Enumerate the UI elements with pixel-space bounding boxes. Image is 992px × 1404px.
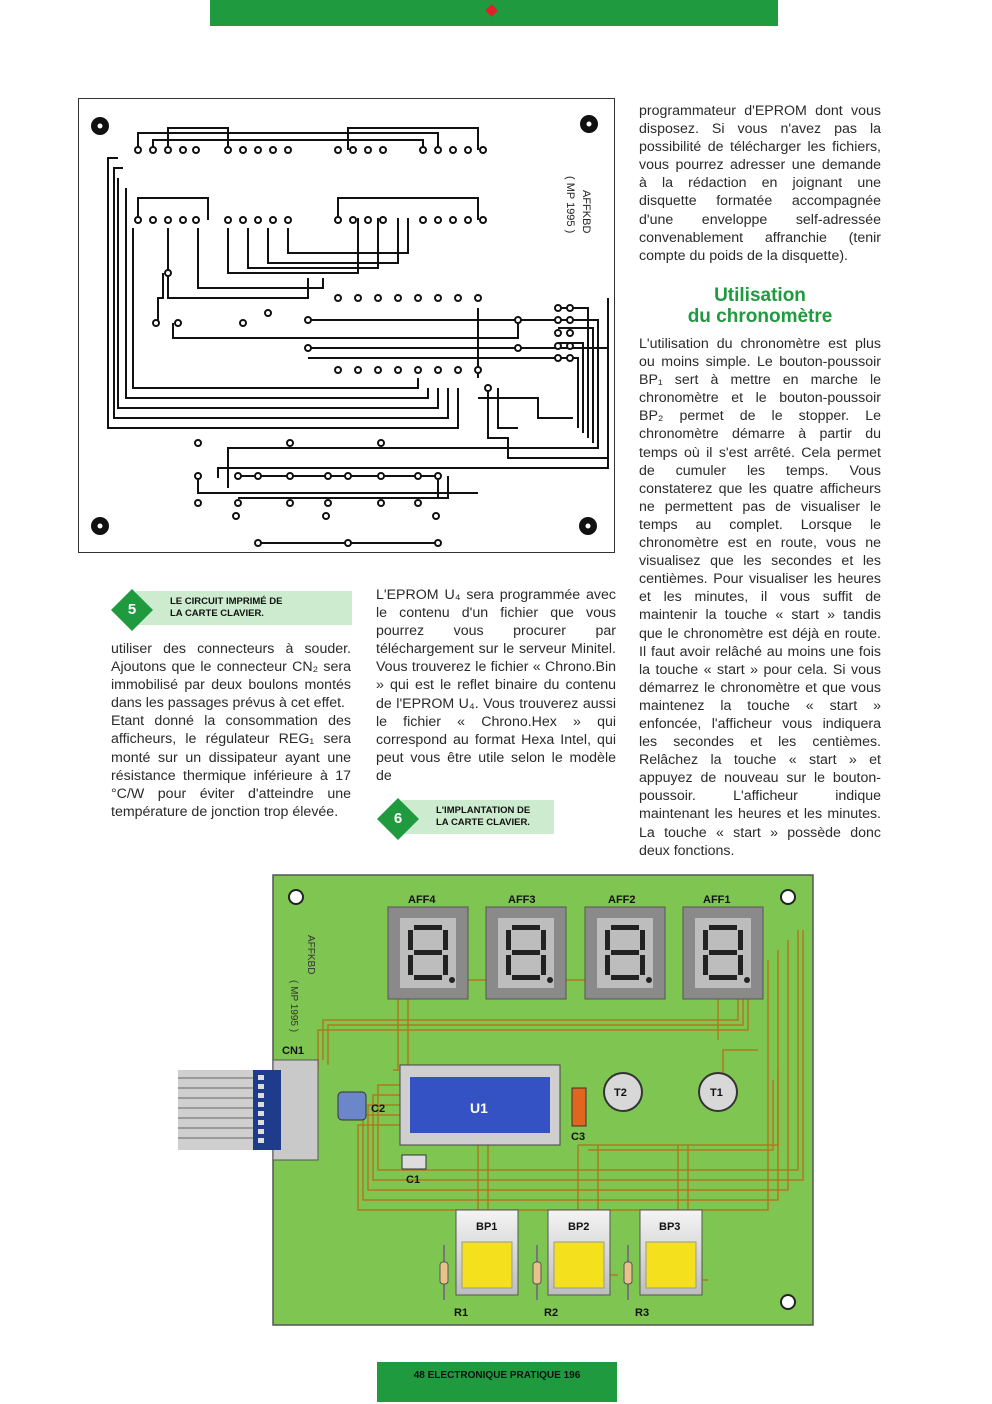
column-middle	[376, 586, 616, 785]
paragraph: Etant donné la consommation des afficheurs, le régulateur REG₁ sera monté sur un dissipateur ayant une résistance thermique inférieure à 17 °C/W pour éviter d'atteindre une température de jonction trop élevée.	[111, 713, 351, 820]
svg-text:AFF3: AFF3	[508, 894, 536, 906]
paragraph: L'EPROM U₄ sera programmée avec le contenu d'un fichier que vous pourrez vous procurer par téléchargement sur le serveur Minitel. Vous trouverez le fichier « Chrono.Bin » qui est le reflet binaire du contenu de l'EPROM U₄. Vous trouverez aussi le fichier « Chrono.Hex » qui correspond au format Hexa Intel, qui peut vous être utile selon le modèle de	[376, 587, 616, 784]
column-right-bottom	[639, 335, 881, 860]
button-bp1	[456, 1210, 518, 1295]
transistor-t2	[604, 1073, 642, 1111]
svg-text:U1: U1	[470, 1100, 488, 1116]
svg-text:C2: C2	[371, 1103, 386, 1115]
board-figure	[178, 870, 820, 1330]
display-aff2	[585, 907, 665, 999]
display-aff4	[388, 907, 468, 999]
caption-6: 6 L'IMPLANTATION DE LA CARTE CLAVIER.	[376, 800, 554, 838]
paragraph: L'utilisation du chronomètre est plus ou moins simple. Le bouton-poussoir BP₁ sert à mettre en marche le chronomètre et le bouton-poussoir BP₂ permet de le stopper. Le chronomètre démarre à partir du temps où il s'est arrêté. Cela permet de cumuler les temps. Vous constaterez que les quatre afficheurs ne permettent pas de visualiser le temps au complet. Lorsque le chronomètre est en route, vous ne visualisez que les secondes et les centièmes. Pour visualiser les heures et les minutes, il vous suffit de maintenir la touche « start » tandis que le chronomètre est déjà en route. Il faut avoir relâché au moins une fois la touche « start » pour cela. Si vous démarrez le chronomètre et que vous maintenez la touche « start » enfoncée, l'afficheur vous indiquera les secondes et les centièmes. Relâchez la touche « start » et appuyez de nouveau sur le bouton-poussoir. L'afficheur indique maintenant les heures et les minutes. La touche « start » possède donc deux fonctions.	[639, 336, 881, 859]
display-aff3	[486, 907, 566, 999]
column-left	[111, 640, 351, 821]
svg-text:R2: R2	[544, 1307, 559, 1319]
connector-cn1	[253, 1045, 318, 1160]
page-footer: 48 ELECTRONIQUE PRATIQUE 196	[413, 1370, 581, 1381]
board-label-line2: ( MP 1995 )	[288, 980, 299, 1033]
pcb-figure	[78, 98, 615, 553]
svg-text:BP2: BP2	[568, 1221, 590, 1233]
caption-5: 5 LE CIRCUIT IMPRIMÉ DE LA CARTE CLAVIER.	[110, 591, 352, 629]
display-aff1	[683, 907, 763, 999]
svg-text:AFF2: AFF2	[608, 894, 636, 906]
svg-text:T2: T2	[614, 1087, 627, 1099]
svg-text:C1: C1	[406, 1174, 421, 1186]
svg-text:CN1: CN1	[282, 1045, 305, 1057]
svg-text:BP3: BP3	[659, 1221, 681, 1233]
transistor-t1	[699, 1073, 737, 1111]
svg-text:AFF1: AFF1	[703, 894, 731, 906]
button-bp3	[640, 1210, 702, 1295]
svg-text:AFFKBD: AFFKBD	[305, 935, 316, 975]
svg-text:C3: C3	[571, 1131, 586, 1143]
column-right-top	[639, 102, 881, 265]
svg-text:BP1: BP1	[476, 1221, 498, 1233]
svg-text:AFF4: AFF4	[408, 894, 436, 906]
svg-text:R3: R3	[635, 1307, 650, 1319]
capacitor-c3	[571, 1088, 586, 1143]
section-heading: Utilisation du chronomètre	[687, 285, 833, 327]
button-bp2	[548, 1210, 610, 1295]
svg-text:T1: T1	[710, 1087, 723, 1099]
footer-bar	[377, 1362, 617, 1402]
svg-text:( MP 1995 ): ( MP 1995 )	[564, 176, 576, 234]
svg-text:AFFKBD: AFFKBD	[580, 190, 592, 234]
chip-u1	[400, 1065, 560, 1145]
board-label	[305, 935, 316, 974]
paragraph: utiliser des connecteurs à souder. Ajoutons que le connecteur CN₂ sera immobilisé par deux boulons montés dans les passages prévus à cet effet.	[111, 641, 351, 712]
svg-text:R1: R1	[454, 1307, 469, 1319]
paragraph: programmateur d'EPROM dont vous disposez. Si vous n'avez pas la possibilité de télécharger les fichiers, vous pourrez adresser une demande à la rédaction en joignant une disquette formatée accompagnée d'une enveloppe self-adressée convenablement affranchie (tenir compte du poids de la disquette).	[639, 103, 881, 264]
